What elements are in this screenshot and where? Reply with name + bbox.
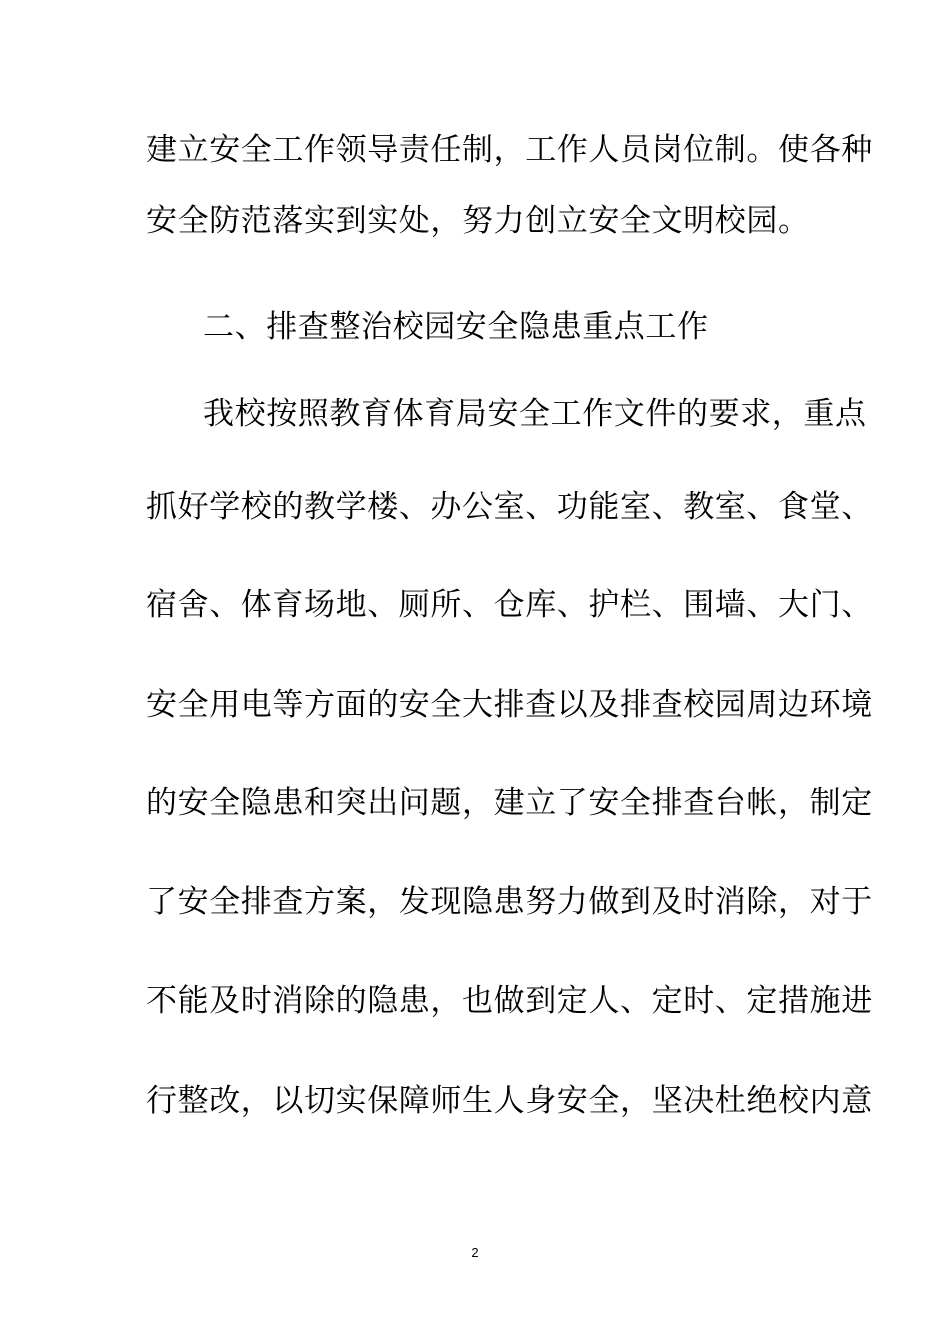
text-line: 不能及时消除的隐患，也做到定人、定时、定措施进 [146,983,873,1019]
text-line: 抓好学校的教学楼、办公室、功能室、教室、食堂、 [146,489,873,525]
text-line: 建立安全工作领导责任制，工作人员岗位制。使各种 [146,132,873,168]
text-line: 了安全排查方案，发现隐患努力做到及时消除，对于 [146,884,873,920]
section-heading: 二、排查整治校园安全隐患重点工作 [203,309,709,345]
paragraph-first-line: 我校按照教育体育局安全工作文件的要求，重点 [203,396,867,432]
text-line: 安全防范落实到实处，努力创立安全文明校园。 [146,203,810,239]
text-line: 的安全隐患和突出问题，建立了安全排查台帐，制定 [146,785,873,821]
text-line: 宿舍、体育场地、厕所、仓库、护栏、围墙、大门、 [146,587,873,623]
page-number: 2 [471,1245,479,1260]
text-line: 安全用电等方面的安全大排查以及排查校园周边环境 [146,687,873,723]
text-line: 行整改，以切实保障师生人身安全，坚决杜绝校内意 [146,1083,873,1119]
